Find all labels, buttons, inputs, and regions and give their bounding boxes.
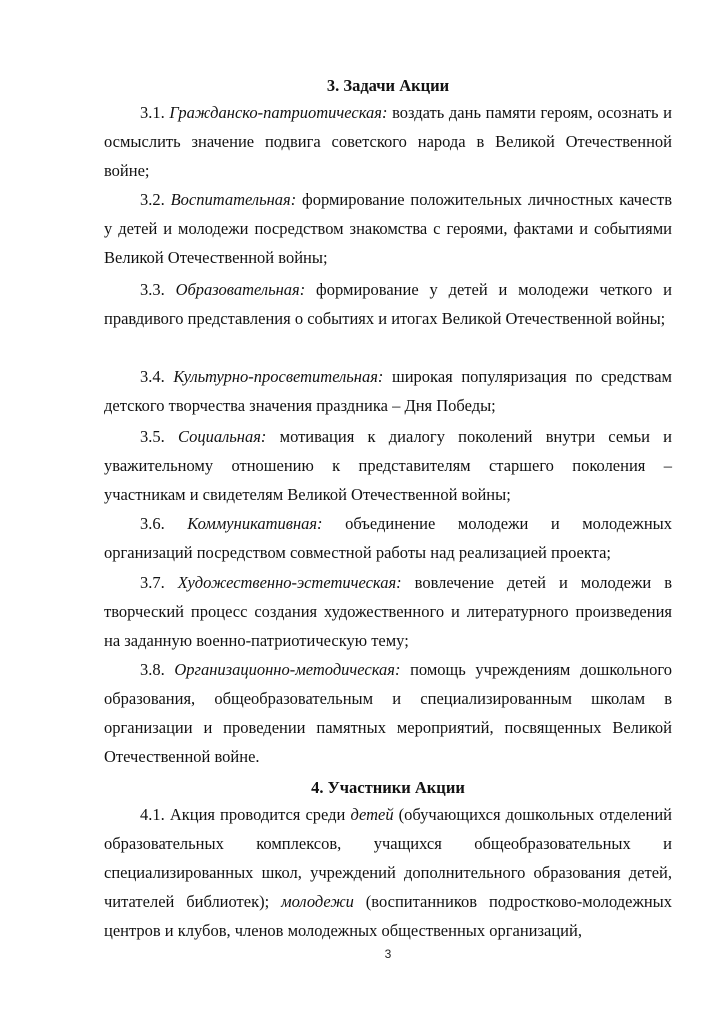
item-number: 3.4. xyxy=(140,367,165,386)
item-number: 4.1. xyxy=(140,805,165,824)
item-text: Акция проводится среди xyxy=(164,805,351,824)
item-text: (обучающихся дошкольных отделений образовательных комплексов, учащихся общеобразовательных и специализированных школ, учреждений дополнительного образования детей, читателей библиотек); xyxy=(104,805,672,911)
item-text: помощь учреждениям дошкольного образования, общеобразовательным и специализированным школам в организации и проведении памятных мероприятий, посвященных Великой Отечественной войне. xyxy=(104,660,672,766)
page-number: 3 xyxy=(384,947,392,961)
section-4-heading: 4. Участники Акции xyxy=(311,778,465,797)
task-3-8 xyxy=(104,655,672,771)
item-term: Художественно-эстетическая: xyxy=(177,573,402,592)
item-number: 3.6. xyxy=(140,514,165,533)
section-3-heading: 3. Задачи Акции xyxy=(326,76,450,95)
item-text: широкая популяризация по средствам детского творчества значения праздника – Дня Победы; xyxy=(104,367,673,415)
item-term: Культурно-просветительная: xyxy=(173,367,384,386)
task-3-6 xyxy=(104,509,672,567)
item-term: Гражданско-патриотическая: xyxy=(169,103,388,122)
task-3-2 xyxy=(104,185,672,272)
item-number: 3.8. xyxy=(140,660,165,679)
item-term: Воспитательная: xyxy=(170,190,297,209)
task-3-3 xyxy=(104,275,672,333)
item-text: формирование положительных личностных качеств у детей и молодежи посредством знакомства с героями, фактами и событиями Великой Отечественной войны; xyxy=(104,190,673,267)
task-3-4 xyxy=(104,362,672,420)
item-number: 3.3. xyxy=(140,280,165,299)
item-number: 3.7. xyxy=(140,573,165,592)
item-number: 3.1. xyxy=(140,103,165,122)
item-term: Организационно-методическая: xyxy=(174,660,401,679)
task-3-7 xyxy=(104,568,672,655)
item-term: Социальная: xyxy=(177,427,267,446)
item-term: Образовательная: xyxy=(175,280,306,299)
task-3-1 xyxy=(104,98,672,185)
participants-4-1 xyxy=(104,800,672,945)
item-text: формирование у детей и молодежи четкого и правдивого представления о событиях и итогах Великой Отечественной войны; xyxy=(104,280,672,328)
task-3-5 xyxy=(104,422,672,509)
item-text: вовлечение детей и молодежи в творческий процесс создания художественного и литературного произведения на заданную военно-патриотическую тему; xyxy=(104,573,673,650)
item-text: (воспитанников подростково-молодежных центров и клубов, членов молодежных общественных организаций, xyxy=(104,892,673,940)
item-term: молодежи xyxy=(281,892,354,911)
item-text: воздать дань памяти героям, осознать и осмыслить значение подвига советского народа в Великой Отечественной войне; xyxy=(104,103,673,180)
item-number: 3.5. xyxy=(140,427,165,446)
item-text: объединение молодежи и молодежных организаций посредством совместной работы над реализацией проекта; xyxy=(104,514,673,562)
item-term: детей xyxy=(350,805,394,824)
item-text: мотивация к диалогу поколений внутри семьи и уважительному отношению к представителям старшего поколения – участникам и свидетелям Великой Отечественной войны; xyxy=(104,427,672,504)
item-number: 3.2. xyxy=(140,190,165,209)
item-term: Коммуникативная: xyxy=(187,514,323,533)
